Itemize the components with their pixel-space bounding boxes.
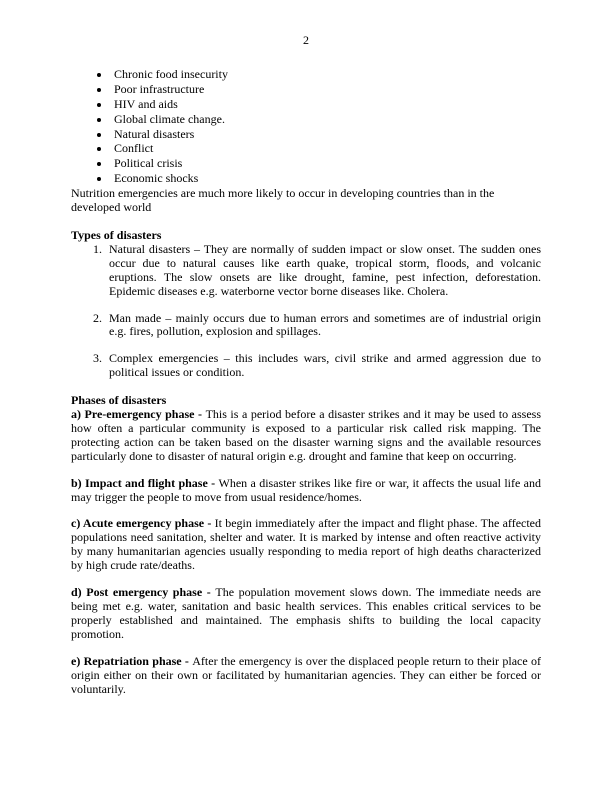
intro-paragraph: Nutrition emergencies are much more likely to occur in developing countries than in the developed world <box>71 186 495 215</box>
list-item: • Political crisis <box>111 157 541 171</box>
list-item: • Global climate change. <box>111 113 541 127</box>
phase-label: a) Pre-emergency phase - <box>71 407 206 422</box>
phase-paragraph <box>71 655 541 697</box>
list-item: • Conflict <box>111 142 541 156</box>
list-item: 1. Natural disasters – They are normally of sudden impact or slow onset. The sudden ones occur due to natural causes like earth quake, tropical storm, floods, and volcanic eruptions. The slow onsets are like drought, famine, pest infection, deforestation. Epidemic diseases e.g. waterborne vector borne diseases like. Cholera. <box>105 243 541 299</box>
phase-label: b) Impact and flight phase - <box>71 475 219 490</box>
list-item: 2. Man made – mainly occurs due to human errors and sometimes are of industrial origin e.g. fires, pollution, explosion and spillages. <box>105 312 541 340</box>
causes-bullet-list <box>71 68 541 186</box>
phase-text: This is a period before a disaster strikes and it may be used to assess how often a particular community is exposed to a particular risk called risk mapping. The protecting action can be taken based on the disaster warning signs and the available resources particularly done to disaster of natural origin e.g. drought and famine that keep on occurring. <box>71 407 542 463</box>
list-item: • Chronic food insecurity <box>111 68 541 82</box>
phase-paragraph <box>71 586 541 642</box>
phase-text: When a disaster strikes like fire or war, it affects the usual life and may trigger the people to move from usual residence/homes. <box>71 475 541 504</box>
phase-label: d) Post emergency phase - <box>71 585 216 600</box>
phase-paragraph <box>71 517 541 573</box>
phase-paragraph <box>71 477 541 505</box>
phase-text: After the emergency is over the displaced people return to their place of origin either on their own or facilitated by humanitarian agencies. They can either be forced or voluntarily. <box>71 653 541 696</box>
phases-of-disasters-heading: Phases of disasters <box>71 393 167 408</box>
list-item: • HIV and aids <box>111 98 541 112</box>
list-item: 3. Complex emergencies – this includes wars, civil strike and armed aggression due to political issues or condition. <box>105 352 541 380</box>
phase-paragraph <box>71 408 541 464</box>
types-of-disasters-heading: Types of disasters <box>71 227 162 242</box>
list-item: • Natural disasters <box>111 128 541 142</box>
types-of-disasters-list <box>71 243 541 380</box>
phase-label: c) Acute emergency phase - <box>71 516 215 531</box>
list-item: • Economic shocks <box>111 172 541 186</box>
list-item: • Poor infrastructure <box>111 83 541 97</box>
page-number: 2 <box>303 33 309 47</box>
phase-text: It begin immediately after the impact and flight phase. The affected populations need sanitation, shelter and water. It is marked by intense and often reactive activity by many humanitarian agencies usually responding to media report of high deaths characterized by high crude rate/deaths. <box>71 516 541 573</box>
phase-text: The population movement slows down. The immediate needs are being met e.g. water, sanitation and basic health services. This enables critical services to be properly established and maintained. The emphasis shifts to building the local capacity promotion. <box>71 585 542 641</box>
phase-label: e) Repatriation phase - <box>71 653 193 668</box>
